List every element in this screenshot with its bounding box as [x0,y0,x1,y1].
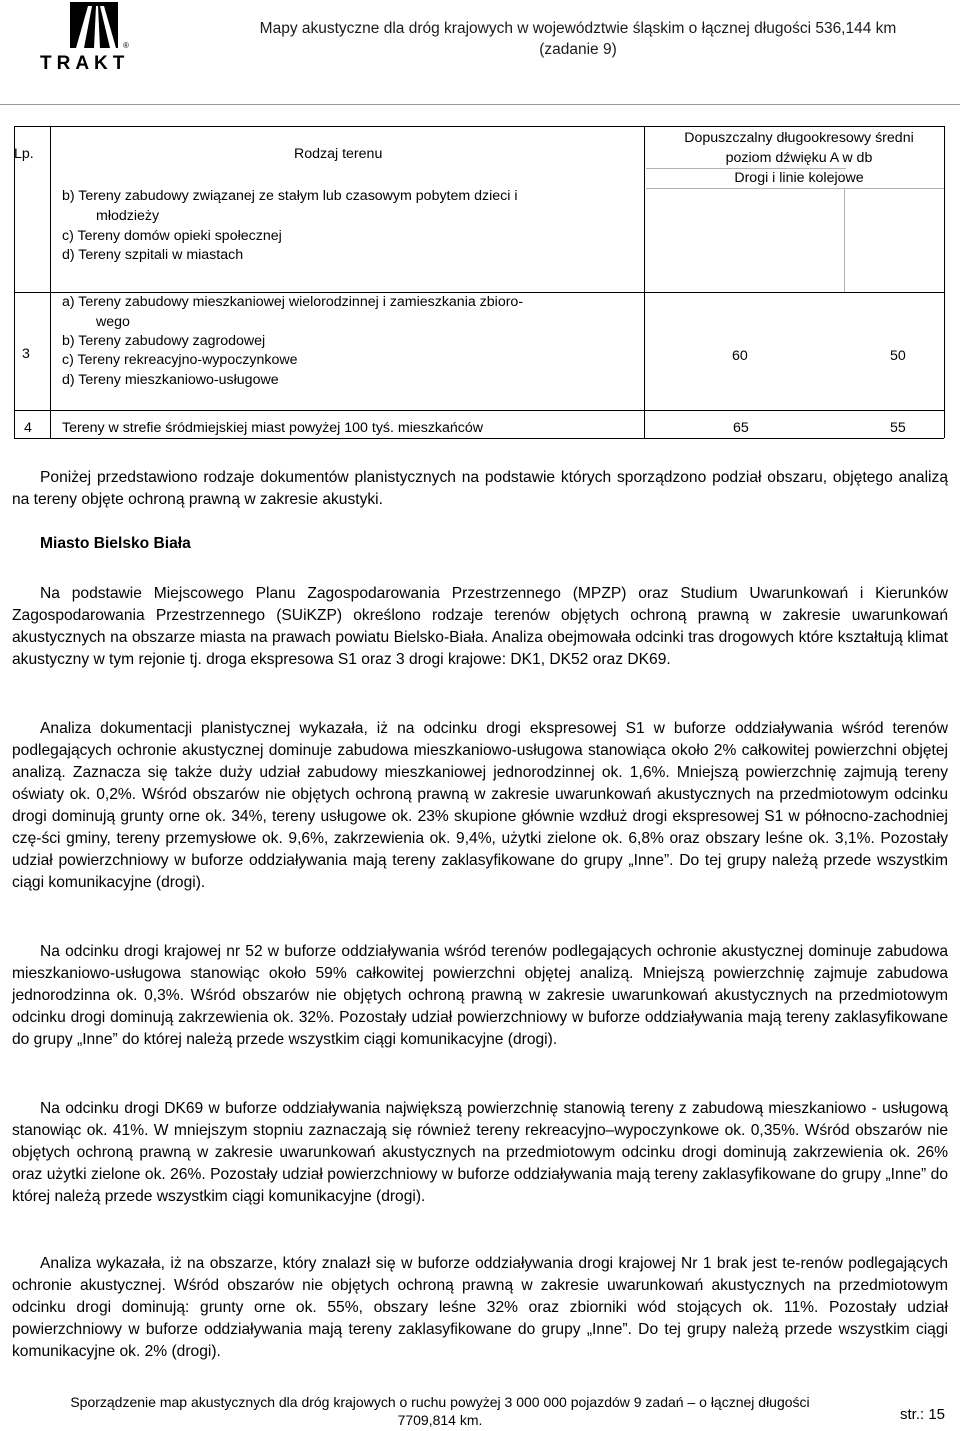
row3-item-c: c) Tereny rekreacyjno-wypoczynkowe [62,352,298,368]
trakt-logo [36,2,156,72]
page-number: str.: 15 [900,1406,946,1423]
row3-item-d: d) Tereny mieszkaniowo-usługowe [62,372,279,388]
paragraph-s1: Analiza dokumentacji planistycznej wykazała, iż na odcinku drogi ekspresowej S1 w buforze oddziaływania wśród terenów podlegających ochronie akustycznej dominuje zabudowa mieszkaniowo-usługowa stanowiąca około 2% całkowitej powierzchni objętej analizą. Zaznacza się także duży udział zabudowy mieszkaniowej jednorodzinnej ok. 1,6%. Mniejszą powierzchnię zajmują tereny oświaty ok. 0,2%. Wśród obszarów nie objętych ochroną prawną w zakresie uwarunkowań akustycznych na przedmiotowym odcinku drogi dominują grunty orne ok. 34%, tereny usługowe ok. 23% skupione głównie wzdłuż drogi ekspresowej S1 w północno-zachodniej czę-ści gminy, tereny przemysłowe ok. 9,6%, zakrzewienia ok. 9,4%, użytki zielone ok. 6,8% oraz obszary leśne ok. 3,1%. Pozostały udział powierzchniowy w buforze oddziaływania mają tereny zaklasyfikowane do grupy „Inne”. Do tej grupy należą przede wszystkim ciągi komunikacyjne (drogi). [12,720,948,891]
footer-line1: Sporządzenie map akustycznych dla dróg krajowych o ruchu powyżej 3 000 000 pojazdów 9 zadań – o łącznej długości [70,1394,810,1410]
row2-item-b-cont: młodzieży [96,208,160,224]
table-divider-row4 [14,410,944,411]
row2-item-c: c) Tereny domów opieki społecznej [62,228,282,244]
row3-item-b: b) Tereny zabudowy zagrodowej [62,333,266,349]
paragraph-dk69: Na odcinku drogi DK69 w buforze oddziaływania największą powierzchnię stanowią tereny z zabudową mieszkaniowo - usługową stanowiąc ok. 41%. W mniejszym stopniu zaznaczają się również tereny rekreacyjno–wypoczynkowe ok. 0,35%. Wśród obszarów nie objętych ochroną prawną w zakresie uwarunkowań akustycznych na przedmiotowym odcinku drogi dominują zakrzewienia ok. 26% oraz użytki zielone ok. 26%. Pozostały udział powierzchniowy w buforze oddziaływania mają tereny zaklasyfikowane do grupy „Inne” do której należą przede wszystkim ciągi komunikacyjne (drogi). [12,1100,948,1205]
table-border-left [14,126,15,438]
page-footer [0,1393,880,1429]
paragraph-mpzp: Na podstawie Miejscowego Planu Zagospodarowania Przestrzennego (MPZP) oraz Studium Uwarunkowań i Kierunków Zagospodarowania Przestrzennego (SUiKZP) określono rodzaje terenów objętych ochroną prawną w zakresie uwarunkowań akustycznych na obszarze miasta na prawach powiatu Bielsko-Biała. Analiza obejmowała odcinki tras drogowych które kształtują klimat akustyczny w tym rejonie tj. droga ekspresowa S1 oraz 3 drogi krajowe: DK1, DK52 oraz DK69. [12,585,948,668]
row3-value-roads: 60 [732,348,748,364]
row4-value-rail: 55 [890,420,906,436]
col-header-limit: Dopuszczalny długookresowy średni poziom dźwięku A w db Drogi i linie kolejowe [684,130,914,186]
registered-mark: ® [123,41,129,50]
table-border-bottom [14,438,944,439]
table-border-right [944,126,945,438]
table-col-divider-values [844,188,845,292]
row3-lp: 3 [22,346,30,362]
table-col-divider-lp [50,126,51,438]
table-col-divider-type [644,126,645,438]
table-header-subline2 [646,188,944,189]
header-title-line1: Mapy akustyczne dla dróg krajowych w województwie śląskim o łącznej długości 536,144 km [259,20,897,37]
footer-line2: 7709,814 km. [397,1412,483,1428]
header-title-line2: (zadanie 9) [539,41,617,58]
table-border-top [14,126,944,127]
table-divider-row3 [14,292,944,293]
col-header-area-type: Rodzaj terenu [294,146,383,162]
document-header-title [190,18,926,60]
row2-item-b: b) Tereny zabudowy związanej ze stałym lub czasowym pobytem dzieci i [62,188,518,204]
row3-item-a-cont: wego [96,314,130,330]
section-heading: Miasto Bielsko Biała [40,535,191,552]
row4-area-type: Tereny w strefie śródmiejskiej miast powyżej 100 tyś. mieszkańców [62,420,484,436]
header-divider [0,104,960,105]
row4-value-roads: 65 [733,420,749,436]
row2-item-d: d) Tereny szpitali w miastach [62,247,244,263]
row4-lp: 4 [24,420,32,436]
paragraph-dk1: Analiza wykazała, iż na obszarze, który znalazł się w buforze oddziaływania drogi krajowej Nr 1 brak jest te-renów podlegających ochronie akustycznej. Wśród obszarów nie objętych ochroną prawną w zakresie uwarunkowań akustycznych na przedmiotowym odcinku drogi dominują: grunty orne ok. 55%, obszary leśne 32% oraz zbiorniki wód stojących ok. 11%. Pozostały udział powierzchniowy w buforze oddziaływania mają tereny zaklasyfikowane do grupy „Inne”. Do tej grupy należą przede wszystkim ciągi komunikacyjne ok. 2% (drogi). [12,1255,948,1360]
paragraph-dk52: Na odcinku drogi krajowej nr 52 w buforze oddziaływania wśród terenów podlegających ochronie akustycznej dominuje zabudowa mieszkaniowo-usługowa stanowiąc około 59% całkowitej powierzchni objętej analizą. Mniejszą powierzchnię zajmuje zabudowa jednorodzinna ok. 0,3%. Wśród obszarów nie objętych ochroną prawną w zakresie uwarunkowań akustycznych na przedmiotowym odcinku drogi dominują zakrzewienia ok. 32%. Pozostały udział powierzchniowy w buforze oddziaływania mają tereny zaklasyfikowane do grupy „Inne” do której należą przede wszystkim ciągi komunikacyjne (drogi). [12,943,948,1048]
intro-paragraph: Poniżej przedstawiono rodzaje dokumentów planistycznych na podstawie których sporządzono podział obszaru, objętego analizą na tereny objęte ochroną prawną w zakresie akustyki. [12,469,948,508]
row3-item-a: a) Tereny zabudowy mieszkaniowej wielorodzinnej i zamieszkania zbioro- [62,294,524,310]
row3-value-rail: 50 [890,348,906,364]
col-header-lp: Lp. [14,146,34,162]
logo-wordmark: TRAKT [40,53,130,72]
